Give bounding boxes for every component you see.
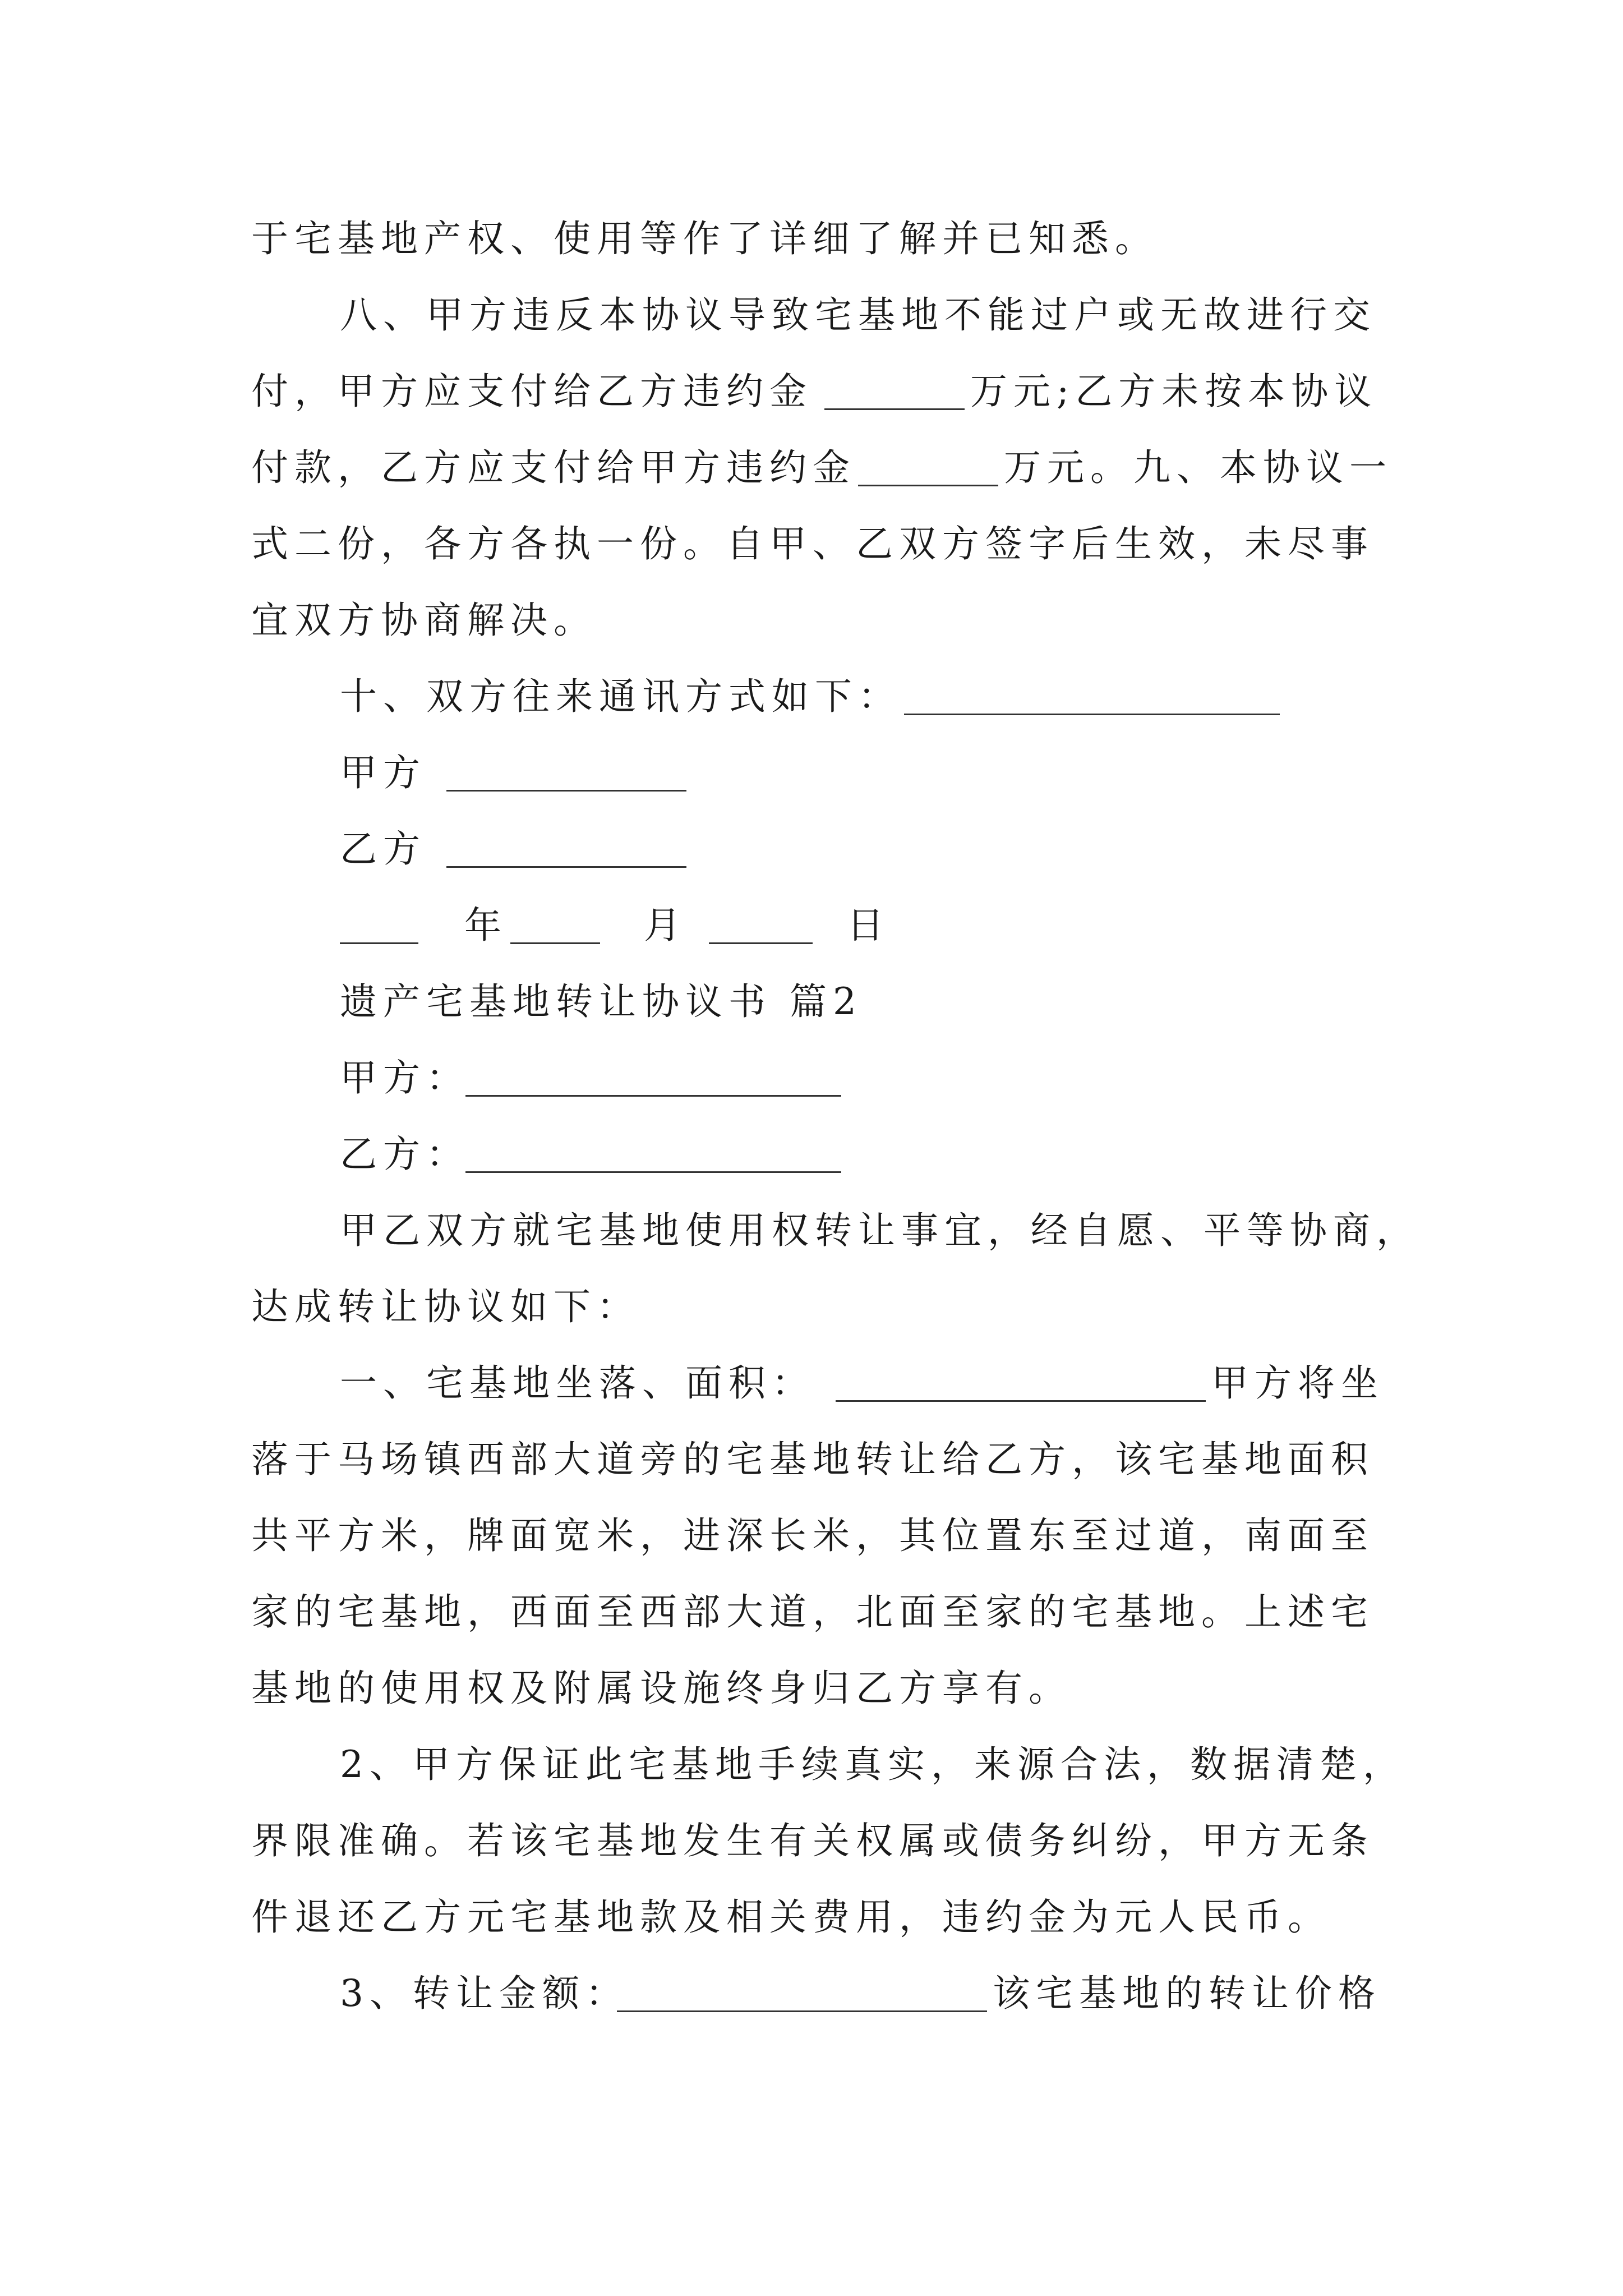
line-text-pre: 一、宅基地坐落、面积： — [340, 1361, 815, 1405]
contact-blank — [904, 681, 1280, 715]
party-a-line-2 — [0, 1040, 1623, 1116]
line-text: 件退还乙方元宅基地款及相关费用，违约金为元人民币。 — [251, 1895, 1331, 1939]
contact-line — [0, 659, 1623, 735]
line-text-pre: 乙方 — [340, 827, 426, 871]
party-a-blank — [446, 757, 686, 792]
text-line-19 — [0, 1574, 1623, 1650]
line-text-post: 万元。九、本协议一 — [1004, 446, 1393, 489]
text-line-4 — [0, 430, 1623, 506]
line-text: 宜双方协商解决。 — [251, 599, 597, 642]
line-text-pre: 付款，乙方应支付给甲方违约金 — [251, 446, 856, 489]
text-line-18 — [0, 1498, 1623, 1574]
line-text-pre: 甲方 — [340, 751, 426, 794]
line-text: 共平方米，牌面宽米，进深长米，其位置东至过道，南面至 — [251, 1514, 1374, 1557]
text-line-20 — [0, 1650, 1623, 1727]
text-line-23 — [0, 1879, 1623, 1955]
line-text-pre: 甲方： — [340, 1056, 469, 1099]
year-label: 年 — [464, 904, 508, 947]
line-text: 家的宅基地，西面至西部大道，北面至家的宅基地。上述宅 — [251, 1590, 1374, 1634]
line-text-post: 万元;乙方未按本协议 — [970, 370, 1378, 413]
date-line — [0, 887, 1623, 964]
text-line-17 — [0, 1421, 1623, 1498]
text-line-22 — [0, 1803, 1623, 1879]
line-text: 式二份，各方各执一份。自甲、乙双方签字后生效，未尽事 — [251, 522, 1374, 565]
party-a-blank-2 — [465, 1062, 841, 1097]
line-text: 于宅基地产权、使用等作了详细了解并已知悉。 — [251, 217, 1158, 260]
text-line-16 — [0, 1345, 1623, 1421]
text-line-3 — [0, 353, 1623, 430]
line-text-pre: 十、双方往来通讯方式如下： — [340, 675, 901, 718]
party-b-blank — [446, 834, 686, 868]
line-text: 甲乙双方就宅基地使用权转让事宜，经自愿、平等协商， — [340, 1209, 1419, 1252]
text-line-24 — [0, 1955, 1623, 2032]
day-label: 日 — [847, 904, 890, 947]
section-heading — [0, 964, 1623, 1040]
blank-underline — [858, 452, 998, 486]
text-line-6 — [0, 582, 1623, 659]
line-text-post: 甲方将坐 — [1211, 1361, 1384, 1405]
line-text: 八、甲方违反本协议导致宅基地不能过户或无故进行交 — [340, 293, 1376, 337]
text-line-1 — [0, 201, 1623, 277]
line-text: 基地的使用权及附属设施终身归乙方享有。 — [251, 1667, 1072, 1710]
line-text-pre: 乙方： — [340, 1133, 469, 1176]
text-line-21 — [0, 1727, 1623, 1803]
line-text: 界限准确。若该宅基地发生有关权属或债务纠纷，甲方无条 — [251, 1819, 1374, 1862]
day-blank — [709, 910, 813, 944]
month-blank — [510, 910, 600, 944]
party-b-line-2 — [0, 1116, 1623, 1193]
party-b-blank-2 — [465, 1139, 841, 1173]
text-line-2 — [0, 277, 1623, 353]
line-text: 2、甲方保证此宅基地手续真实，来源合法，数据清楚， — [340, 1743, 1406, 1786]
location-blank — [836, 1368, 1206, 1402]
line-text: 落于马场镇西部大道旁的宅基地转让给乙方，该宅基地面积 — [251, 1438, 1374, 1481]
text-line-15 — [0, 1269, 1623, 1345]
line-text-post: 该宅基地的转让价格 — [993, 1972, 1381, 2015]
text-line-5 — [0, 506, 1623, 582]
line-text-pre: 3、转让金额： — [340, 1972, 629, 2015]
party-a-line — [0, 735, 1623, 811]
text-line-14 — [0, 1193, 1623, 1269]
line-text: 遗产宅基地转让协议书 篇2 — [340, 980, 863, 1023]
blank-underline — [824, 376, 965, 410]
year-blank — [340, 910, 418, 944]
party-b-line — [0, 811, 1623, 887]
line-text: 达成转让协议如下： — [251, 1285, 640, 1328]
month-label: 月 — [644, 904, 687, 947]
line-text-pre: 付，甲方应支付给乙方违约金 — [251, 370, 813, 413]
amount-blank — [617, 1978, 987, 2012]
